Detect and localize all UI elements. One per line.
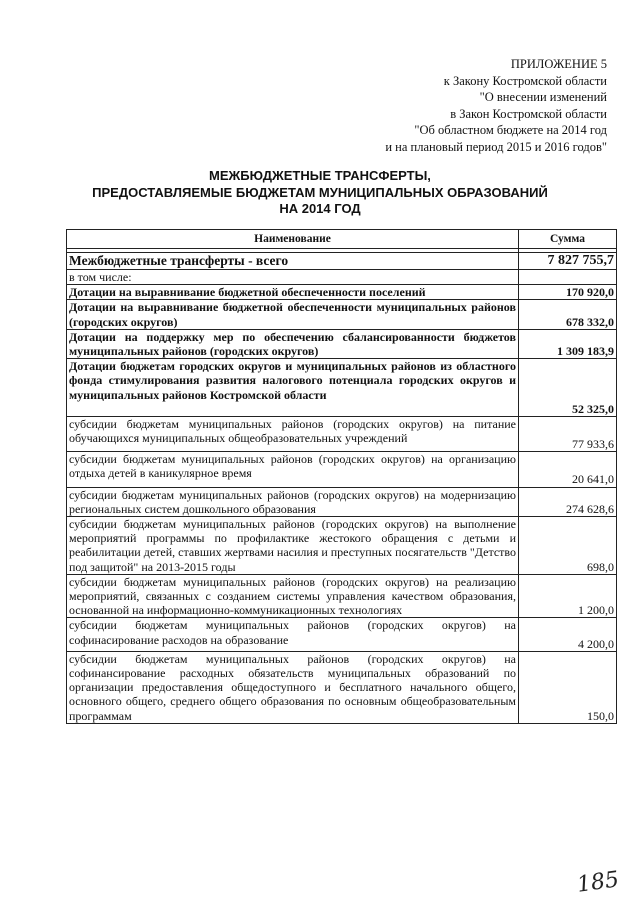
- table-row: [67, 517, 617, 575]
- header-line: в Закон Костромской области: [450, 106, 607, 121]
- header-line: ПРИЛОЖЕНИЕ 5: [510, 57, 607, 71]
- handwritten-page-number: 185: [575, 867, 621, 898]
- row-sum: 20 641,0: [519, 452, 617, 487]
- title-line-1: МЕЖБЮДЖЕТНЫЕ ТРАНСФЕРТЫ,: [209, 168, 431, 183]
- table-row: [67, 329, 617, 358]
- row-name: субсидии бюджетам муниципальных районов (городских округов) на реализацию мероприятий, связанных с созданием системы управления качеством образования, основанной на информационно-коммуникационных технологиях: [67, 574, 519, 618]
- total-row: [67, 253, 617, 270]
- row-sum: 274 628,6: [519, 487, 617, 516]
- row-sum: 150,0: [519, 651, 617, 723]
- title-line-3: НА 2014 ГОД: [279, 201, 361, 216]
- including-label: в том числе:: [67, 270, 519, 285]
- row-name: субсидии бюджетам муниципальных районов (городских округов) на софинасирование расходов на образование: [67, 618, 519, 651]
- row-name: Дотации бюджетам городских округов и муниципальных районов из областного фонда стимулирования развития налогового потенциала городских округов и муниципальных районов Костромской области: [67, 359, 519, 417]
- row-sum: 4 200,0: [519, 618, 617, 651]
- row-sum: 698,0: [519, 517, 617, 575]
- total-sum: 7 827 755,7: [519, 253, 617, 270]
- header-line: "О внесении изменений: [479, 90, 607, 104]
- table-row: [67, 416, 617, 451]
- table-row: [67, 574, 617, 618]
- table-row: [67, 487, 617, 516]
- row-sum: 1 309 183,9: [519, 329, 617, 358]
- total-name: Межбюджетные трансферты - всего: [67, 253, 519, 270]
- header-line: и на плановый период 2015 и 2016 годов": [385, 139, 607, 154]
- row-sum: 678 332,0: [519, 300, 617, 329]
- document-title: [0, 168, 640, 218]
- title-line-2: ПРЕДОСТАВЛЯЕМЫЕ БЮДЖЕТАМ МУНИЦИПАЛЬНЫХ ОБРАЗОВАНИЙ: [92, 184, 548, 200]
- row-sum: 1 200,0: [519, 574, 617, 618]
- column-header-sum: Сумма: [519, 230, 617, 249]
- table-row: [67, 651, 617, 723]
- row-name: субсидии бюджетам муниципальных районов (городских округов) на модернизацию региональных систем дошкольного образования: [67, 487, 519, 516]
- including-row: [67, 270, 617, 285]
- table-row: [67, 452, 617, 487]
- row-sum: 77 933,6: [519, 416, 617, 451]
- table-header-row: [67, 230, 617, 249]
- row-name: субсидии бюджетам муниципальных районов (городских округов) на питание обучающихся муниципальных общеобразовательных учреждений: [67, 416, 519, 451]
- row-sum: 52 325,0: [519, 359, 617, 417]
- transfers-table: [66, 229, 617, 724]
- table-row: [67, 300, 617, 329]
- row-sum: 170 920,0: [519, 285, 617, 300]
- table-row: [67, 618, 617, 651]
- table-row: [67, 285, 617, 300]
- row-name: Дотации на поддержку мер по обеспечению сбалансированности бюджетов муниципальных районов (городских округов): [67, 329, 519, 358]
- row-name: субсидии бюджетам муниципальных районов (городских округов) на софинансирование расходных обязательств муниципальных образований по организации предоставления общедоступного и бесплатного начального общего, основного общего, среднего общего образования по основным общеобразовательным программам: [67, 651, 519, 723]
- row-name: субсидии бюджетам муниципальных районов (городских округов) на выполнение мероприятий программы по профилактике жестокого обращения с детьми и реабилитации детей, ставших жертвами насилия и преступных посягательств "Детство под защитой" на 2013-2015 годы: [67, 517, 519, 575]
- table-row: [67, 359, 617, 417]
- header-line: к Закону Костромской области: [443, 73, 607, 88]
- header-line: "Об областном бюджете на 2014 год: [414, 123, 607, 137]
- row-name: субсидии бюджетам муниципальных районов (городских округов) на организацию отдыха детей в каникулярное время: [67, 452, 519, 487]
- appendix-header: [385, 56, 607, 155]
- row-name: Дотации на выравнивание бюджетной обеспеченности поселений: [67, 285, 519, 300]
- column-header-name: Наименование: [67, 230, 519, 249]
- row-name: Дотации на выравнивание бюджетной обеспеченности муниципальных районов (городских округов): [67, 300, 519, 329]
